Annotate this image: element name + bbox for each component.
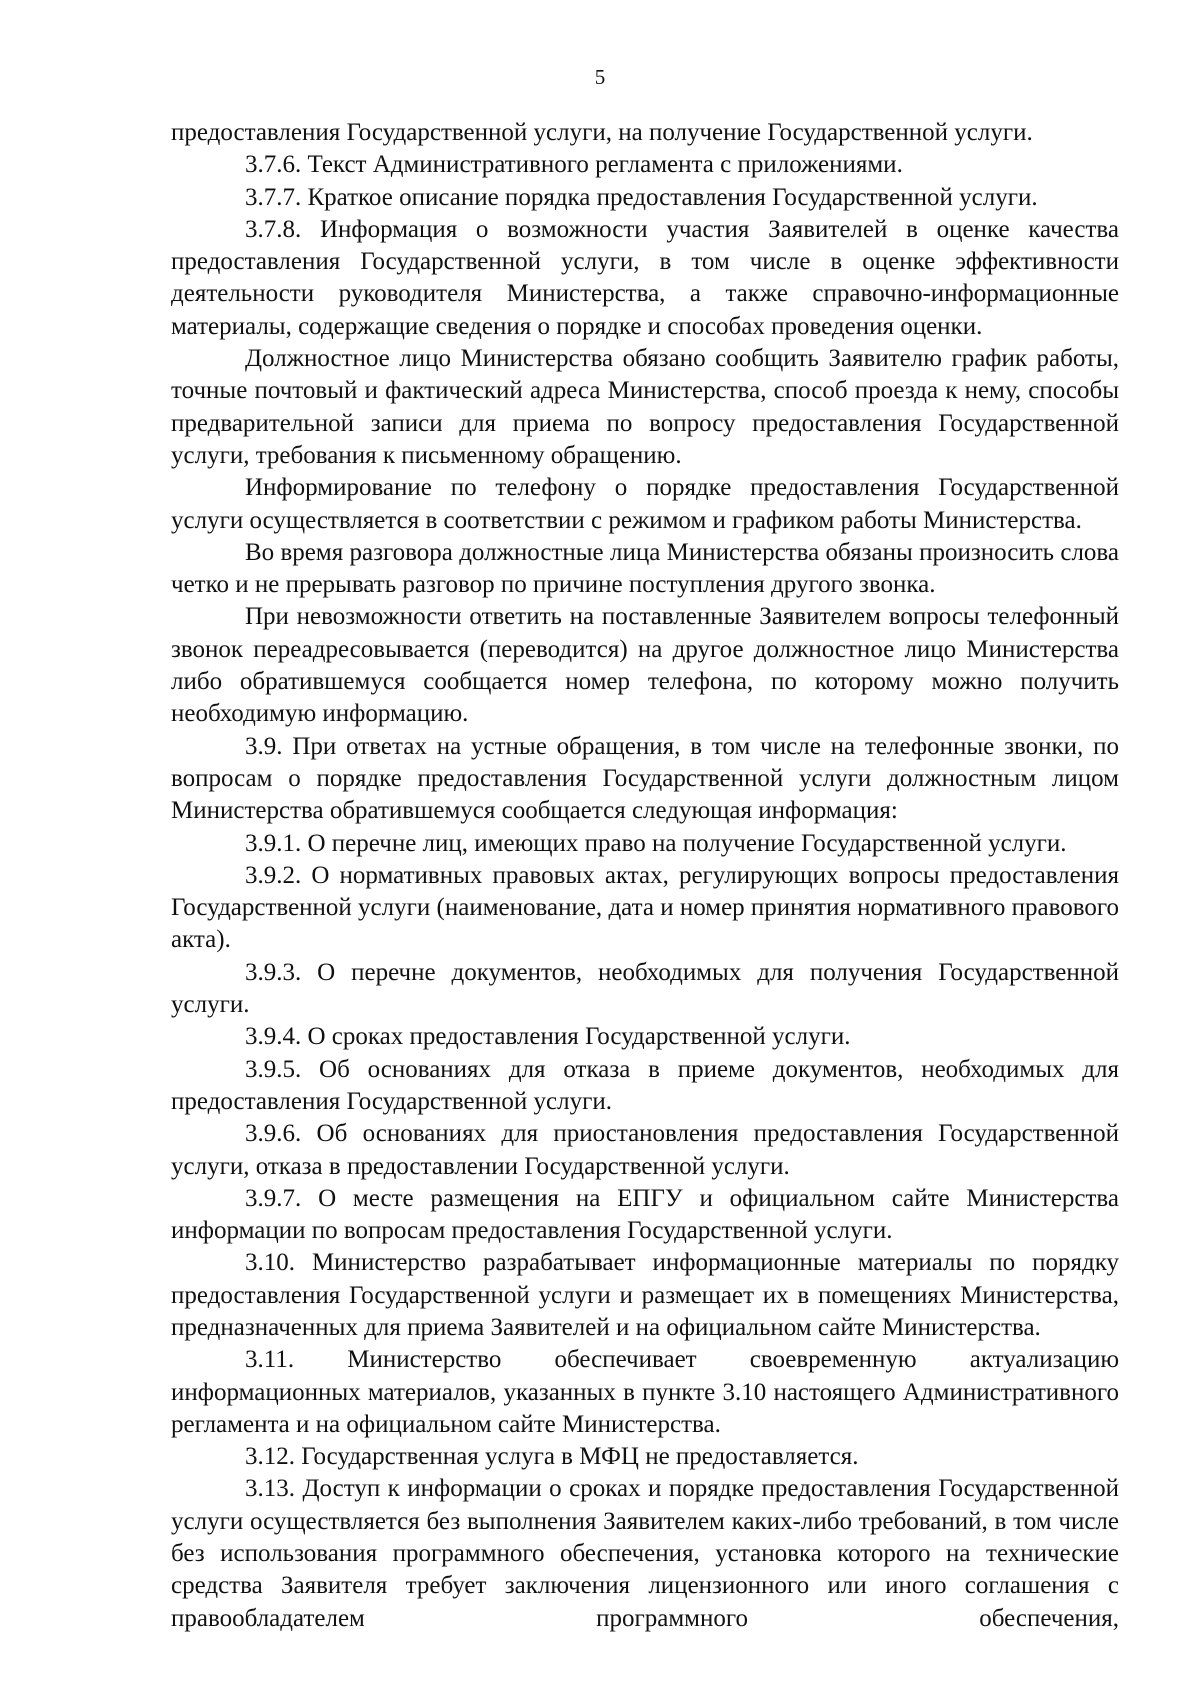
paragraph-3-7-7: 3.7.7. Краткое описание порядка предоставления Государственной услуги. xyxy=(245,183,1038,211)
paragraph-3-9-3: 3.9.3. О перечне документов, необходимых для получения Государственной услуги. xyxy=(171,958,1119,1019)
paragraph-3-9: 3.9. При ответах на устные обращения, в том числе на телефонные звонки, по вопросам о порядке предоставления Государственной услуги должностным лицом Министерства обратившемуся сообщается следующая информация: xyxy=(171,732,1119,825)
paragraph-continuation: предоставления Государственной услуги, на получение Государственной услуги. xyxy=(171,119,1033,146)
document-body xyxy=(171,117,1119,1635)
paragraph-official-duties: Должностное лицо Министерства обязано сообщить Заявителю график работы, точные почтовый и фактический адреса Министерства, способ проезда к нему, способы предварительной записи для приема по вопросу предоставления Государственной услуги, требования к письменному обращению. xyxy=(171,345,1119,469)
paragraph-conversation-rules: Во время разговора должностные лица Министерства обязаны произносить слова четко и не прерывать разговор по причине поступления другого звонка. xyxy=(171,538,1119,599)
paragraph-3-7-6: 3.7.6. Текст Административного регламента с приложениями. xyxy=(245,151,903,179)
paragraph-3-9-4: 3.9.4. О сроках предоставления Государственной услуги. xyxy=(245,1023,851,1051)
paragraph-3-11: 3.11. Министерство обеспечивает своевременную актуализацию информационных материалов, указанных в пункте 3.10 настоящего Административного регламента и на официальном сайте Министерства. xyxy=(171,1346,1119,1438)
paragraph-call-redirect: При невозможности ответить на поставленные Заявителем вопросы телефонный звонок переадресовывается (переводится) на другое должностное лицо Министерства либо обратившемуся сообщается номер телефона, по которому можно получить необходимую информацию. xyxy=(171,603,1119,728)
paragraph-3-7-8: 3.7.8. Информация о возможности участия Заявителей в оценке качества предоставления Государственной услуги, в том числе в оценке эффективности деятельности руководителя Министерства, а также справочно-информационные материалы, содержащие сведения о порядке и способах проведения оценки. xyxy=(171,215,1119,340)
page-number: 5 xyxy=(594,65,606,89)
paragraph-3-12: 3.12. Государственная услуга в МФЦ не предоставляется. xyxy=(245,1443,859,1471)
paragraph-3-9-1: 3.9.1. О перечне лиц, имеющих право на получение Государственной услуги. xyxy=(245,829,1067,857)
paragraph-3-10: 3.10. Министерство разрабатывает информационные материалы по порядку предоставления Государственной услуги и размещает их в помещениях Министерства, предназначенных для приема Заявителей и на официальном сайте Министерства. xyxy=(171,1249,1119,1341)
paragraph-3-9-2: 3.9.2. О нормативных правовых актах, регулирующих вопросы предоставления Государственной услуги (наименование, дата и номер принятия нормативного правового акта). xyxy=(171,861,1119,954)
paragraph-3-9-6: 3.9.6. Об основаниях для приостановления предоставления Государственной услуги, отказа в предоставлении Государственной услуги. xyxy=(171,1120,1119,1180)
paragraph-3-9-7: 3.9.7. О месте размещения на ЕПГУ и официальном сайте Министерства информации по вопросам предоставления Государственной услуги. xyxy=(171,1184,1119,1245)
paragraph-3-13: 3.13. Доступ к информации о сроках и порядке предоставления Государственной услуги осуществляется без выполнения Заявителем каких-либо требований, в том числе без использования программного обеспечения, установка которого на технические средства Заявителя требует заключения лицензионного или иного соглашения с правообладателем программного обеспечения, xyxy=(171,1475,1119,1632)
paragraph-phone-informing: Информирование по телефону о порядке предоставления Государственной услуги осуществляется в соответствии с режимом и графиком работы Министерства. xyxy=(171,474,1119,534)
paragraph-3-9-5: 3.9.5. Об основаниях для отказа в приеме документов, необходимых для предоставления Государственной услуги. xyxy=(171,1055,1119,1115)
